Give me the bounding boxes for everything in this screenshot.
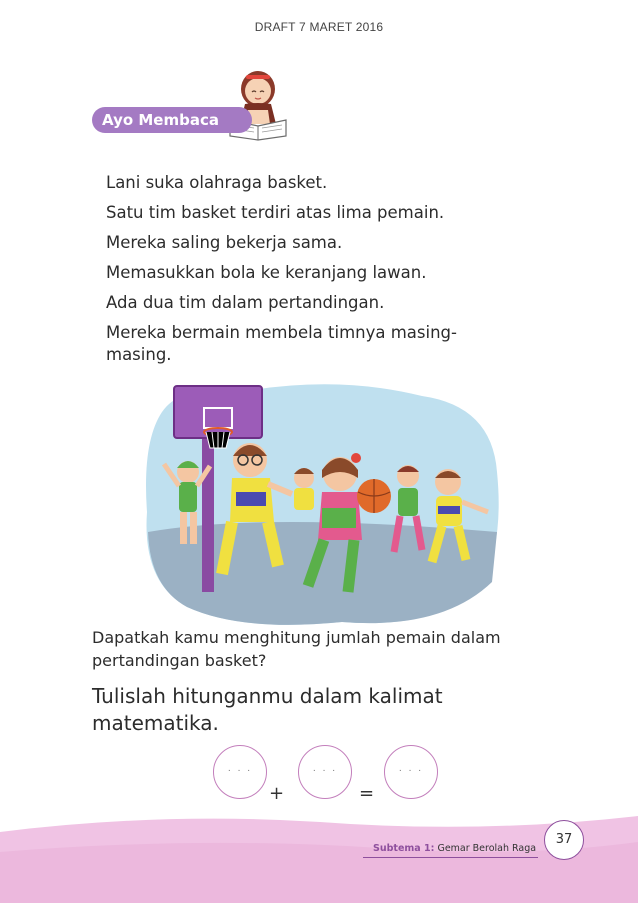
basketball-scene-illustration <box>142 382 504 630</box>
reading-passage <box>106 168 526 366</box>
question-text: Dapatkah kamu menghitung jumlah pemain dalam pertandingan basket? <box>92 628 501 670</box>
subtema-title: Gemar Berolah Raga <box>437 843 537 854</box>
answer-circle-1[interactable] <box>213 745 267 799</box>
reading-line: Mereka bermain membela timnya masing-masing. <box>106 323 457 364</box>
answer-circle-3[interactable] <box>384 745 438 799</box>
answer-placeholder: . . . <box>227 764 253 774</box>
player-small-back <box>294 468 314 510</box>
plus-sign: + <box>269 783 285 804</box>
footer-band <box>0 812 638 903</box>
reading-line: Memasukkan bola ke keranjang lawan. <box>106 263 427 282</box>
draft-label: DRAFT 7 MARET 2016 <box>254 20 384 34</box>
answer-placeholder: . . . <box>312 764 338 774</box>
equals-sign: = <box>359 783 375 804</box>
footer-subtema <box>373 843 536 854</box>
reading-line: Lani suka olahraga basket. <box>106 173 328 192</box>
instruction-text: Tulislah hitunganmu dalam kalimat matematika. <box>92 684 443 735</box>
reading-line: Ada dua tim dalam pertandingan. <box>106 293 385 312</box>
footer-divider <box>363 857 538 858</box>
section-badge: Ayo Membaca <box>92 107 252 133</box>
answer-placeholder: . . . <box>398 764 424 774</box>
answer-circle-2[interactable] <box>298 745 352 799</box>
page-number: 37 <box>544 820 584 860</box>
reading-line: Mereka saling bekerja sama. <box>106 233 343 252</box>
reading-line: Satu tim basket terdiri atas lima pemain. <box>106 203 445 222</box>
subtema-label: Subtema 1: <box>373 843 435 854</box>
